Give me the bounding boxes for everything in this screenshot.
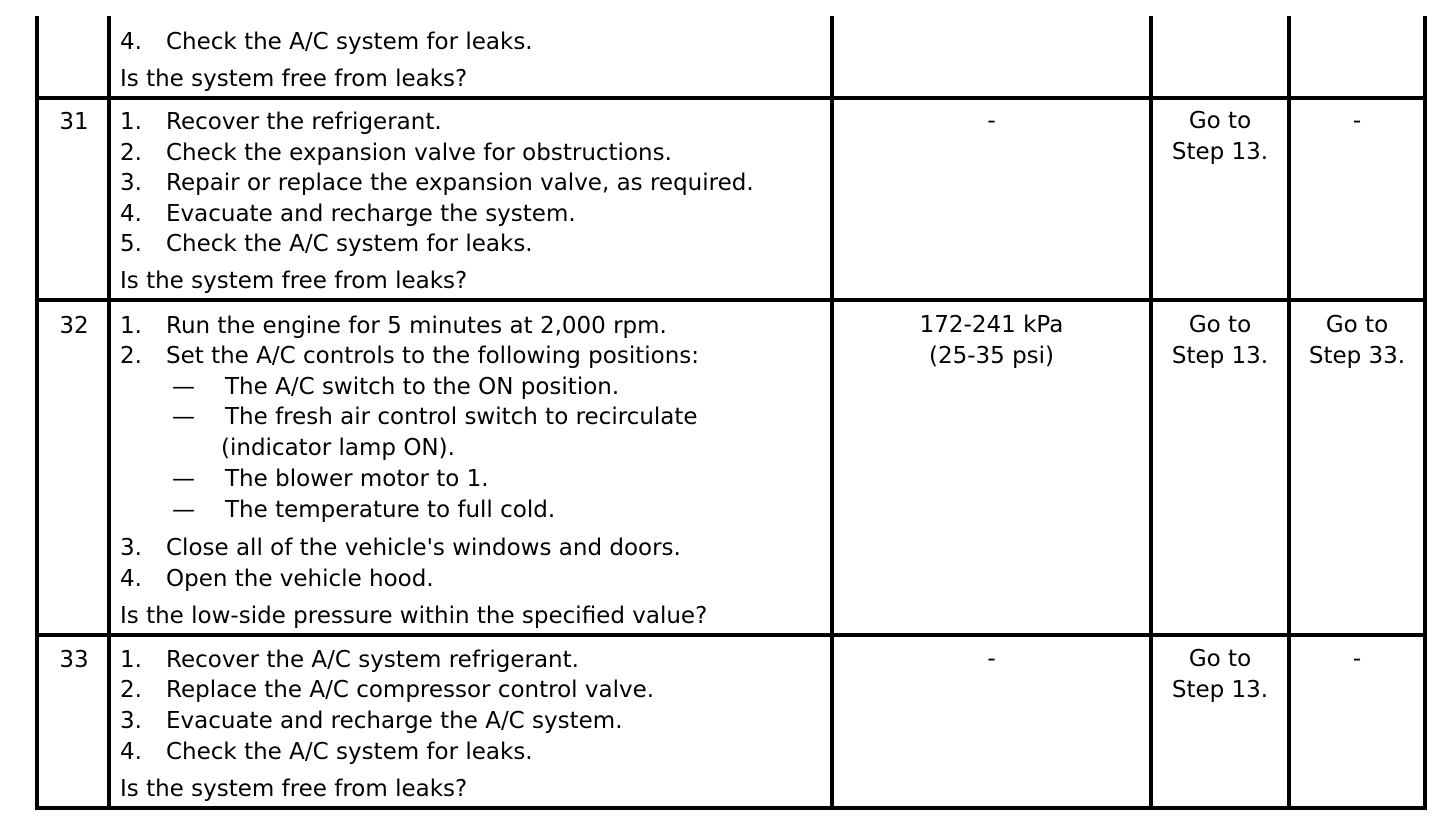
action-text: Evacuate and recharge the A/C system.: [166, 708, 623, 734]
item-number: 2.: [120, 677, 142, 703]
sub-item-text: The fresh air control switch to recirculate: [225, 404, 698, 430]
table-divider-step: [107, 16, 111, 809]
row-divider: [35, 96, 1427, 100]
value-cell: -: [987, 646, 996, 672]
yes-cell: Go to Step 13.: [1171, 646, 1269, 703]
sub-item-dash: —: [172, 404, 195, 430]
value-cell: 172-241 kPa (25-35 psi): [919, 312, 1064, 369]
action-text: Recover the A/C system refrigerant.: [166, 647, 579, 673]
sub-item-text: (indicator lamp ON).: [221, 435, 455, 461]
question-text: Is the system free from leaks?: [120, 66, 468, 92]
action-text: Close all of the vehicle's windows and doors.: [166, 535, 681, 561]
row-divider: [35, 298, 1427, 302]
yes-cell: Go to Step 13.: [1171, 312, 1269, 369]
table-border-bottom: [35, 806, 1427, 810]
item-number: 4.: [120, 201, 142, 227]
item-number: 5.: [120, 231, 142, 257]
action-text: Check the A/C system for leaks.: [166, 231, 533, 257]
question-text: Is the system free from leaks?: [120, 268, 468, 294]
item-number: 4.: [120, 29, 142, 55]
item-number: 1.: [120, 647, 142, 673]
action-text: Replace the A/C compressor control valve.: [166, 677, 655, 703]
item-number: 1.: [120, 313, 142, 339]
item-number: 4.: [120, 739, 142, 765]
item-number: 2.: [120, 140, 142, 166]
action-text: Open the vehicle hood.: [166, 566, 434, 592]
action-text: Check the A/C system for leaks.: [166, 29, 533, 55]
step-number: 31: [59, 109, 89, 135]
item-number: 1.: [120, 109, 142, 135]
table-border-left: [35, 16, 39, 809]
action-text: Set the A/C controls to the following positions:: [166, 343, 700, 369]
value-cell: -: [987, 108, 996, 134]
action-text: Repair or replace the expansion valve, as required.: [166, 170, 754, 196]
sub-item-text: The A/C switch to the ON position.: [225, 374, 620, 400]
no-cell: -: [1352, 646, 1362, 672]
item-number: 2.: [120, 343, 142, 369]
no-cell: -: [1352, 108, 1362, 134]
no-cell: Go to Step 33.: [1308, 312, 1406, 369]
item-number: 3.: [120, 535, 142, 561]
step-number: 33: [59, 647, 89, 673]
row-divider: [35, 633, 1427, 637]
item-number: 3.: [120, 170, 142, 196]
sub-item-dash: —: [172, 497, 195, 523]
sub-item-text: The blower motor to 1.: [225, 466, 489, 492]
item-number: 3.: [120, 708, 142, 734]
sub-item-dash: —: [172, 374, 195, 400]
item-number: 4.: [120, 566, 142, 592]
yes-cell: Go to Step 13.: [1171, 108, 1269, 165]
action-text: Run the engine for 5 minutes at 2,000 rpm.: [166, 313, 667, 339]
table-border-right: [1423, 16, 1427, 809]
question-text: Is the system free from leaks?: [120, 776, 468, 802]
sub-item-text: The temperature to full cold.: [225, 497, 556, 523]
question-text: Is the low-side pressure within the specified value?: [120, 603, 708, 629]
sub-item-dash: —: [172, 466, 195, 492]
action-text: Check the A/C system for leaks.: [166, 739, 533, 765]
action-text: Check the expansion valve for obstructions.: [166, 140, 672, 166]
step-number: 32: [59, 313, 89, 339]
action-text: Recover the refrigerant.: [166, 109, 442, 135]
action-text: Evacuate and recharge the system.: [166, 201, 576, 227]
